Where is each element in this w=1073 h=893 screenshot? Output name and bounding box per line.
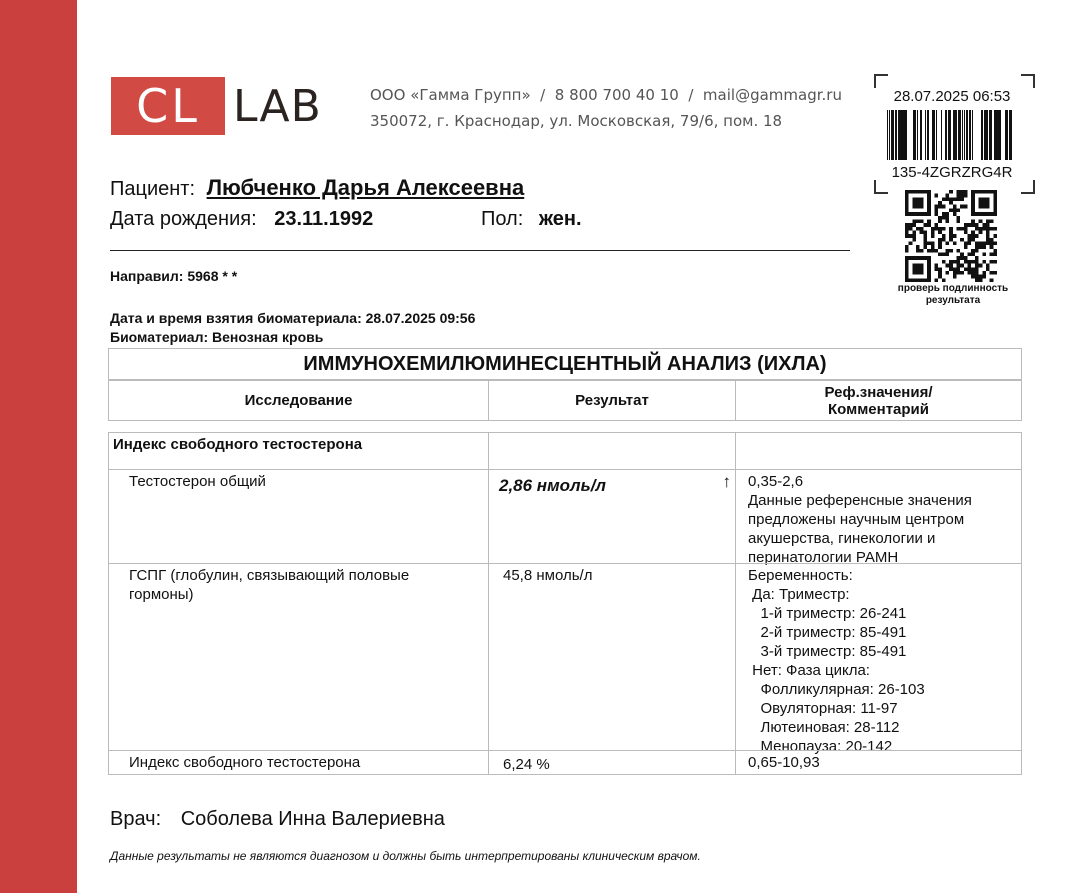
column-header-study: Исследование [108, 380, 489, 421]
high-flag-icon: ↑ [722, 472, 731, 491]
biomaterial: Биоматериал: Венозная кровь [110, 329, 324, 345]
table-row-result: 6,24 % [488, 750, 736, 775]
table-row-result: 45,8 нмоль/л [488, 563, 736, 751]
patient-name: Любченко Дарья Алексеевна [206, 175, 525, 200]
barcode-icon [887, 110, 1015, 160]
result-value: 2,86 нмоль/л [499, 476, 607, 495]
barcode-frame-corner [1021, 180, 1035, 194]
table-row-study: Тестостерон общий [108, 469, 489, 564]
barcode-frame-corner [1021, 74, 1035, 88]
patient-line [110, 175, 524, 201]
barcode-frame-corner [874, 180, 888, 194]
group-result-cell [488, 432, 736, 470]
qr-caption [883, 283, 1023, 307]
group-ref-cell [735, 432, 1022, 470]
table-row-study: ГСПГ (глобулин, связывающий половые гормоны) [108, 563, 489, 751]
left-accent-bar [0, 0, 77, 893]
table-row-reference: 0,65-10,93 [735, 750, 1022, 775]
qr-caption-line-2: результата [925, 295, 981, 306]
dob-label: Дата рождения: [110, 208, 257, 230]
column-header-reference: Реф.значения/ Комментарий [735, 380, 1022, 421]
table-row-reference: 0,35-2,6 Данные референсные значения предложены научным центром акушерства, гинекологии и перинатологии РАМН [735, 469, 1022, 564]
qr-caption-line-1: проверь подлинность [897, 283, 1009, 294]
table-title: ИММУНОХЕМИЛЮМИНЕСЦЕНТНЫЙ АНАЛИЗ (ИХЛА) [108, 348, 1022, 380]
group-title: Индекс свободного тестостерона [108, 432, 489, 470]
table-row-result [488, 469, 736, 564]
contacts-line-2: 350072, г. Краснодар, ул. Московская, 79/6, пом. 18 [370, 112, 783, 130]
doctor-label: Врач: [110, 808, 162, 830]
contacts-line-1: ООО «Гамма Групп» / 8 800 700 40 10 / mail@gammagr.ru [370, 86, 842, 104]
barcode-date: 28.07.2025 06:53 [893, 88, 1011, 105]
sex-label: Пол: [481, 208, 524, 230]
dob-value: 23.11.1992 [274, 208, 374, 230]
logo-text: LAB [233, 80, 322, 132]
patient-label: Пациент: [110, 178, 196, 200]
referral: Направил: 5968 * * [110, 268, 238, 284]
dob-line [110, 208, 373, 231]
divider [110, 250, 850, 251]
table-row-reference: Беременность: Да: Триместр: 1-й триместр: 26-241 2-й триместр: 85-491 3-й триместр: 85-491 Нет: Фаза цикла: Фолликулярная: 26-103 Овуляторная: 11-97 Лютеиновая: 28-112 Менопауза: 20-142 [735, 563, 1022, 751]
sex-value: жен. [538, 208, 582, 230]
qr-code-icon[interactable] [905, 190, 997, 282]
logo-box: CL [111, 77, 225, 135]
barcode-id: 135-4ZGRZRG4R [891, 164, 1013, 181]
doctor-name: Соболева Инна Валериевна [180, 808, 445, 830]
company-logo [111, 77, 322, 135]
table-row-study: Индекс свободного тестостерона [108, 750, 489, 775]
doctor-line [110, 808, 445, 831]
barcode-frame-corner [874, 74, 888, 88]
sample-datetime: Дата и время взятия биоматериала: 28.07.2025 09:56 [110, 310, 476, 326]
sex-line [481, 208, 582, 231]
company-contacts [370, 82, 842, 134]
disclaimer: Данные результаты не являются диагнозом и должны быть интерпретированы клиническим врачом. [110, 849, 701, 863]
column-header-result: Результат [488, 380, 736, 421]
